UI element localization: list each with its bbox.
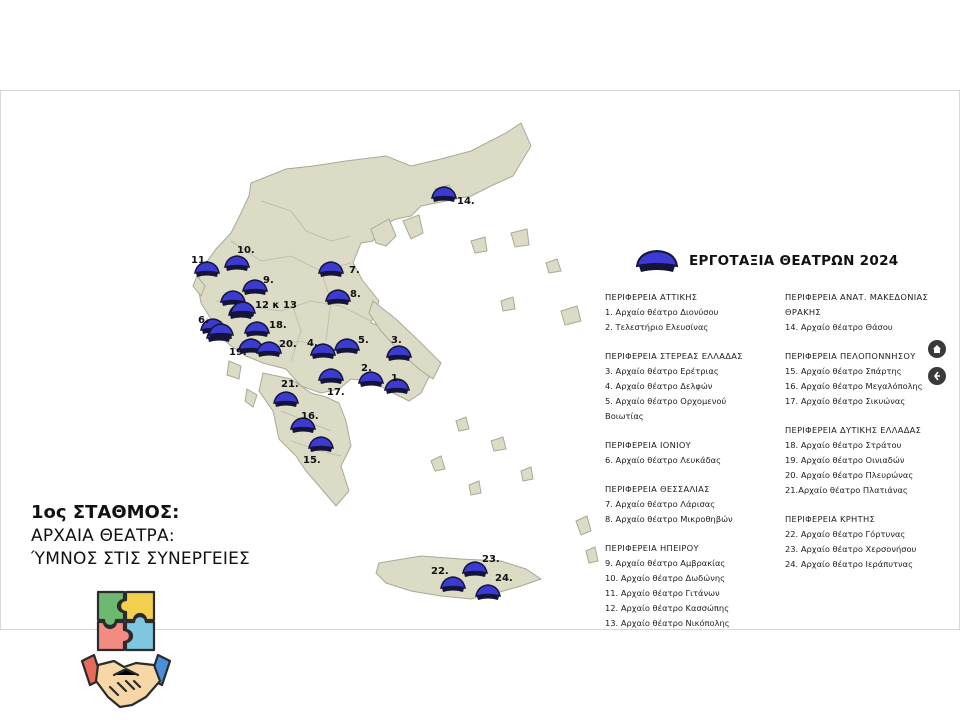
theatre-list-item: 5. Αρχαίο θέατρο Ορχομενού [605, 396, 727, 406]
theatre-list-item: 1. Αρχαίο θέατρο Διονύσου [605, 307, 719, 317]
theatre-list-item: Βοιωτίας [605, 411, 644, 421]
theatre-list-item: 16. Αρχαίο θέατρο Μεγαλόπολης [785, 381, 923, 391]
theatre-list-item: 2. Τελεστήριο Ελευσίνας [605, 322, 709, 332]
region-heading: ΠΕΡΙΦΕΡΕΙΑ ΠΕΛΟΠΟΝΝΗΣΟΥ [785, 351, 916, 361]
marker-label: 17. [327, 387, 345, 398]
back-arrow-icon [932, 371, 942, 381]
theatre-list-item: 14. Αρχαίο θέατρο Θάσου [785, 322, 893, 332]
station-line-3: ΎΜΝΟΣ ΣΤΙΣ ΣΥΝΕΡΓΕΙΕΣ [31, 549, 250, 569]
theatre-list-item: 21.Αρχαίο θέατρο Πλατιάνας [785, 485, 908, 495]
theatre-list-item: 4. Αρχαίο θέατρο Δελφών [605, 381, 713, 391]
back-button[interactable] [928, 367, 946, 385]
marker-label: 21. [281, 379, 299, 390]
theatre-icon [635, 248, 679, 274]
marker-label: 5. [358, 335, 369, 346]
handshake-icon [80, 651, 172, 713]
region-block [605, 541, 775, 631]
theatre-list-item: 19. Αρχαίο θέατρο Οινιαδών [785, 455, 905, 465]
marker-label: 23. [482, 554, 500, 565]
region-block [785, 512, 950, 572]
puzzle-icon [96, 590, 158, 652]
region-block [785, 349, 950, 409]
title-text: ΕΡΓΟΤΑΞΙΑ ΘΕΑΤΡΩΝ 2024 [689, 253, 899, 269]
marker-label: 7. [349, 265, 360, 276]
map-title [635, 248, 898, 274]
marker-label: 12 κ 13 [255, 300, 297, 311]
legend-column-right [785, 290, 950, 586]
slide [0, 90, 960, 630]
marker-label: 11. [191, 255, 209, 266]
home-button[interactable] [928, 340, 946, 358]
theatre-list-item: 11. Αρχαίο θέατρο Γιτάνων [605, 588, 720, 598]
theatre-list-item: 13. Αρχαίο θέατρο Νικόπολης [605, 618, 730, 628]
marker-label: 8. [350, 289, 361, 300]
region-heading: ΠΕΡΙΦΕΡΕΙΑ ΚΡΗΤΗΣ [785, 514, 876, 524]
marker-label: 24. [495, 573, 513, 584]
map-landmass [193, 123, 598, 599]
theatre-list-item: 8. Αρχαίο θέατρο Μικροθηβών [605, 514, 733, 524]
region-heading: ΠΕΡΙΦΕΡΕΙΑ ΑΤΤΙΚΗΣ [605, 292, 698, 302]
region-heading: ΠΕΡΙΦΕΡΕΙΑ ΘΕΣΣΑΛΙΑΣ [605, 484, 710, 494]
region-block [605, 438, 775, 468]
theatre-list-item: 23. Αρχαίο θέατρο Χερσονήσου [785, 544, 917, 554]
theatre-list-item: 22. Αρχαίο θέατρο Γόρτυνας [785, 529, 906, 539]
station-caption [31, 501, 250, 571]
theatre-list-item: 7. Αρχαίο θέατρο Λάρισας [605, 499, 716, 509]
marker-label: 16. [301, 411, 319, 422]
theatre-list-item: 12. Αρχαίο θέατρο Κασσώπης [605, 603, 730, 613]
theatre-list-item: 3. Αρχαίο θέατρο Ερέτριας [605, 366, 719, 376]
theatre-list-item: 24. Αρχαίο θέατρο Ιεράπυτνας [785, 559, 913, 569]
region-heading: ΠΕΡΙΦΕΡΕΙΑ ΑΝΑΤ. ΜΑΚΕΔΟΝΙΑΣ ΘΡΑΚΗΣ [785, 292, 929, 317]
theatre-list-item: 18. Αρχαίο θέατρο Στράτου [785, 440, 902, 450]
theatre-list-item: 6. Αρχαίο θέατρο Λευκάδας [605, 455, 722, 465]
legend-column-left [605, 290, 775, 645]
region-heading: ΠΕΡΙΦΕΡΕΙΑ ΔΥΤΙΚΗΣ ΕΛΛΑΔΑΣ [785, 425, 922, 435]
marker-label: 2. [361, 363, 372, 374]
region-heading: ΠΕΡΙΦΕΡΕΙΑ ΗΠΕΙΡΟΥ [605, 543, 699, 553]
station-line-2: ΑΡΧΑΙΑ ΘΕΑΤΡΑ: [31, 526, 175, 546]
marker-label: 22. [431, 566, 449, 577]
marker-label: 20. [279, 339, 297, 350]
marker-label: 1. [391, 373, 402, 384]
marker-label: 19. [229, 347, 247, 358]
theatre-list-item: 17. Αρχαίο θέατρο Σικυώνας [785, 396, 906, 406]
marker-label: 6. [198, 315, 209, 326]
region-block [605, 349, 775, 424]
marker-label: 3. [391, 335, 402, 346]
theatre-list-item: 15. Αρχαίο θέατρο Σπάρτης [785, 366, 902, 376]
region-block [785, 290, 950, 335]
marker-label: 15. [303, 455, 321, 466]
marker-label: 14. [457, 196, 475, 207]
station-line-1: 1ος ΣΤΑΘΜΟΣ: [31, 502, 180, 523]
marker-label: 18. [269, 320, 287, 331]
region-block [605, 482, 775, 527]
region-block [605, 290, 775, 335]
theatre-list-item: 10. Αρχαίο θέατρο Δωδώνης [605, 573, 725, 583]
theatre-list-item: 9. Αρχαίο θέατρο Αμβρακίας [605, 558, 726, 568]
region-heading: ΠΕΡΙΦΕΡΕΙΑ ΙΟΝΙΟΥ [605, 440, 692, 450]
region-block [785, 423, 950, 498]
marker-label: 10. [237, 245, 255, 256]
home-icon [932, 344, 942, 354]
theatre-list-item: 20. Αρχαίο θέατρο Πλευρώνας [785, 470, 914, 480]
marker-label: 4. [307, 338, 318, 349]
marker-label: 9. [263, 275, 274, 286]
region-heading: ΠΕΡΙΦΕΡΕΙΑ ΣΤΕΡΕΑΣ ΕΛΛΑΔΑΣ [605, 351, 743, 361]
